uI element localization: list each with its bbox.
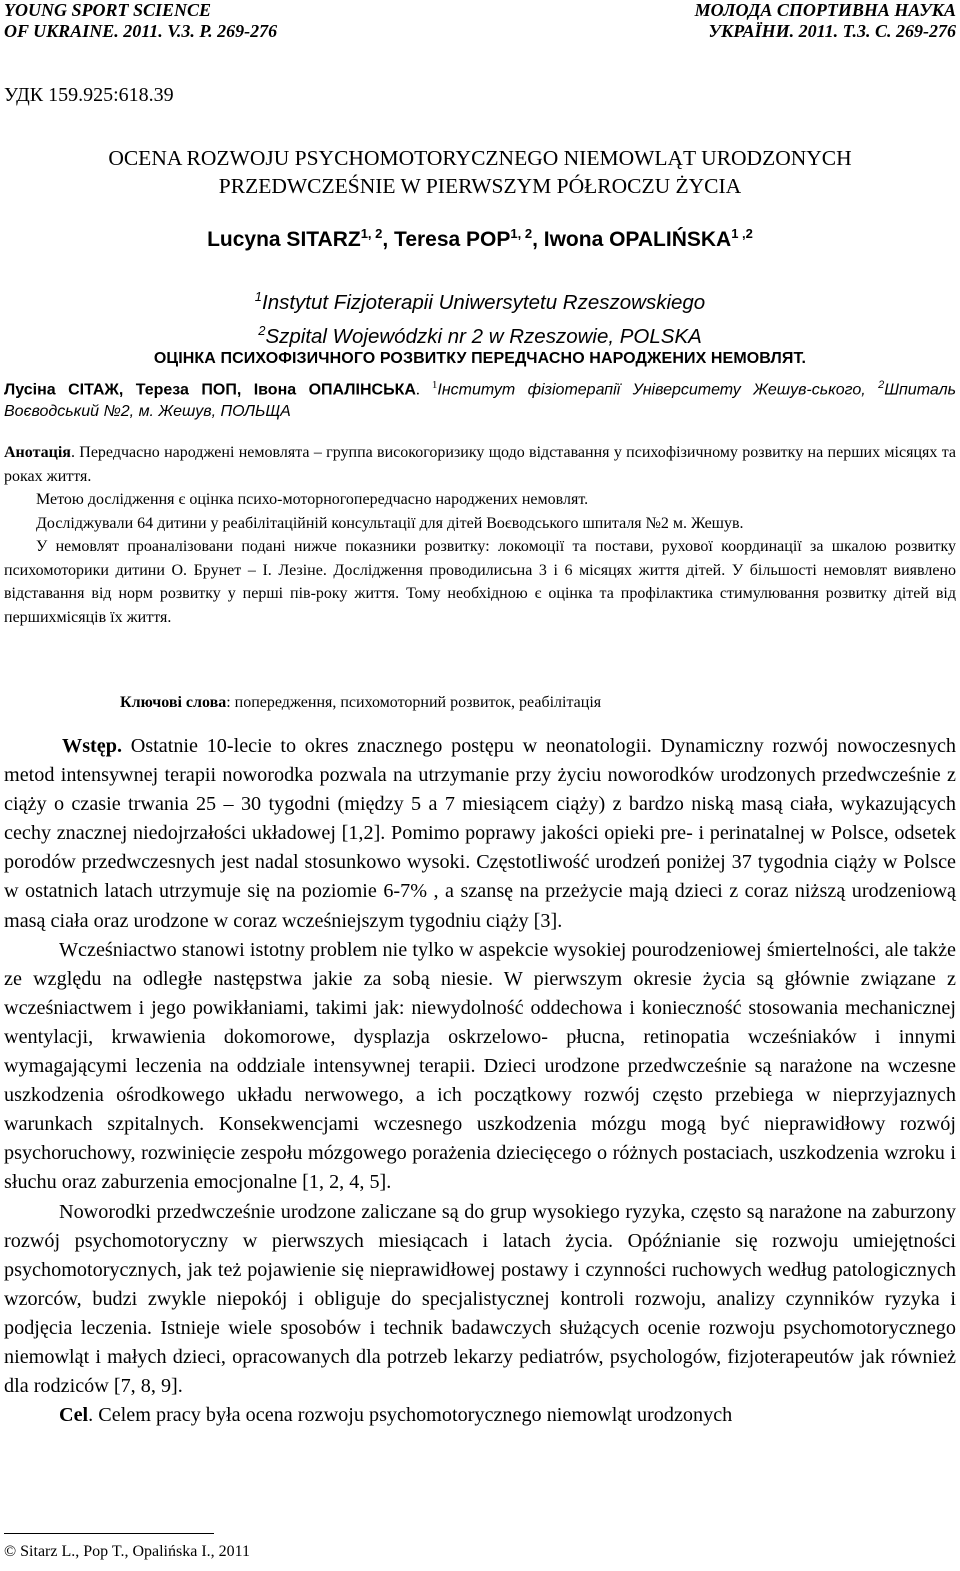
ua-authors: Лусіна СІТАЖ, Тереза ПОП, Івона ОПАЛІНСЬКА. $^1$Інститут фізіотерапії Університету Жешув-ського, $^2$Шпиталь Воєводський №2, м. Жешув, ПОЛЬЩА <box>4 379 956 421</box>
journal-name-ua: МОЛОДА СПОРТИВНА НАУКА УКРАЇНИ. 2011. Т.3. С. 269-276 <box>694 0 956 41</box>
affiliation-2: $^2$Szpital Wojewódzki nr 2 w Rzeszowie, POLSKA <box>258 322 702 348</box>
body-paragraph-1: Wstęp. Ostatnie 10-lecie to okres znacznego postępu w neonatologii. Dynamiczny rozwój nowoczesnych metod intensywnej terapii noworodka pozwala na utrzymanie przy życiu noworodków urodzonych przedwcześnie z ciąży o czasie trwania 25 – 30 tygodni (między 5 a 7 miesiącem ciąży) z bardzo niską masą ciała, wykazujących cechy znacznej niedojrzałości układowej [1,2]. Pomimo poprawy jakości opieki pre- i perinatalnej w Polsce, odsetek porodów przedwczesnych jest nadal stosunkowo wysoki. Częstotliwość urodzeń poniżej 37 tygodnia ciąży w Polsce w ostatnich latach utrzymuje się na poziomie 6-7% , a szansę na przeżycie mają dzieci z coraz niższą urodzeniową masą ciała oraz urodzone w coraz wcześniejszym tygodniu ciąży [3]. <box>4 735 956 932</box>
journal-name-en: YOUNG SPORT SCIENCE OF UKRAINE. 2011. V.3. P. 269-276 <box>4 0 278 41</box>
footer-divider <box>4 1533 214 1534</box>
main-text <box>4 732 956 1430</box>
affiliations <box>0 283 960 351</box>
affiliation-1: $^1$Instytut Fizjoterapii Uniwersytetu Rzeszowskiego <box>254 289 706 314</box>
ua-title: ОЦІНКА ПСИХОФІЗИЧНОГО РОЗВИТКУ ПЕРЕДЧАСНО НАРОДЖЕНИХ НЕМОВЛЯТ. <box>153 350 807 367</box>
abstract-p1: Анотація. Передчасно народжені немовлята – группа високогоризику щодо відставання у психофізичному розвитку на перших місяцях та роках життя. <box>4 444 956 485</box>
body-paragraph-3: Noworodki przedwcześnie urodzone zaliczane są do grup wysokiego ryzyka, często są narażone na zaburzony rozwój psychomotoryczny w pierwszych miesiącach i latach życia. Opóźnianie się rozwoju umiejętności psychomotorycznych, jak też pojawienie się nieprawidłowej postawy i czynności ruchowych według patologicznych wzorców, budzi zwykle niepokój i obliguje do specjalistycznej kontroli rozwoju, analizy czynników ryzyka i podjęcia leczenia. Istnieje wiele sposobów i technik badawczych służących ocenie rozwoju psychomotorycznego niemowląt i małych dzieci, opracowanych dla potrzeb lekarzy pediatrów, psychologów, fizjoterapeutów jak również dla rodziców [7, 8, 9]. <box>4 1200 956 1398</box>
article-title: OCENA ROZWOJU PSYCHOMOTORYCZNEGO NIEMOWLĄT URODZONYCH PRZEDWCZEŚNIE W PIERWSZYM PÓŁROCZU ŻYCIA <box>108 146 852 198</box>
body-paragraph-4: Cel. Celem pracy była ocena rozwoju psychomotorycznego niemowląt urodzonych <box>59 1404 733 1427</box>
running-header <box>4 0 956 44</box>
abstract-p2: Метою дослідження є оцінка психо-моторногопередчасно народжених немовлят. <box>36 491 589 508</box>
abstract-p4: У немовлят проаналізовани подані нижче показники розвитку: локомоції та постави, рухової координації за шкалою розвитку психомоторики дитини О. Брунет – І. Лезіне. Дослідження проводилисьна 3 і 6 місяцях життя дітей. У більшості немовлят виявлено відставання від норм розвитку у перші пів-року життя. Тому необхідною є оцінка та профілактика стимулювання розвитку дітей від першихмісяців їх життя. <box>4 538 956 626</box>
abstract-p3: Досліджували 64 дитини у реабілітаційній консультації для дітей Воєводського шпиталя №2 м. Жешув. <box>36 514 744 532</box>
abstract <box>4 441 956 629</box>
udc-code: УДК 159.925:618.39 <box>4 84 174 106</box>
body-paragraph-2: Wcześniactwo stanowi istotny problem nie tylko w aspekcie wysokiej pourodzeniowej śmiertelności, ale także ze względu na odległe następstwa jakie za sobą niesie. W pierwszym okresie życia są głównie związane z wcześniactwem i jego powikłaniami, takimi jak: niewydolność oddechowa i konieczność stosowania mechanicznej wentylacji, krwawienia dokomorowe, dysplazja oskrzelowo- płucna, retinopatia wcześniaków i innymi wymagającymi leczenia na oddziale intensywnej terapii. Dzieci urodzone przedwcześnie są narażone na wczesne uszkodzenia ośrodkowego układu nerwowego, a ich początkowy rozwój często przebiega w nieprzyjaznych warunkach szpitalnych. Konsekwencjami wczesnego uszkodzenia mózgu mogą być nieprawidłowy rozwój psychoruchowy, rozwinięcie zespołu mózgowego porażenia dziecięcego o różnych postaciach, uszkodzenia wzroku i słuchu oraz zaburzenia emocjonalne [1, 2, 4, 5]. <box>4 938 956 1194</box>
keywords: Ключові слова: попередження, психомоторний розвиток, реабілітація <box>120 694 602 711</box>
copyright: © Sitarz L., Pop T., Opalińska I., 2011 <box>4 1543 251 1560</box>
author-list: Lucyna SITARZ$^{1, 2}$, Teresa POP$^{1, 2}$, Iwona OPALIŃSKA$^{1 ,2}$ <box>207 226 753 251</box>
